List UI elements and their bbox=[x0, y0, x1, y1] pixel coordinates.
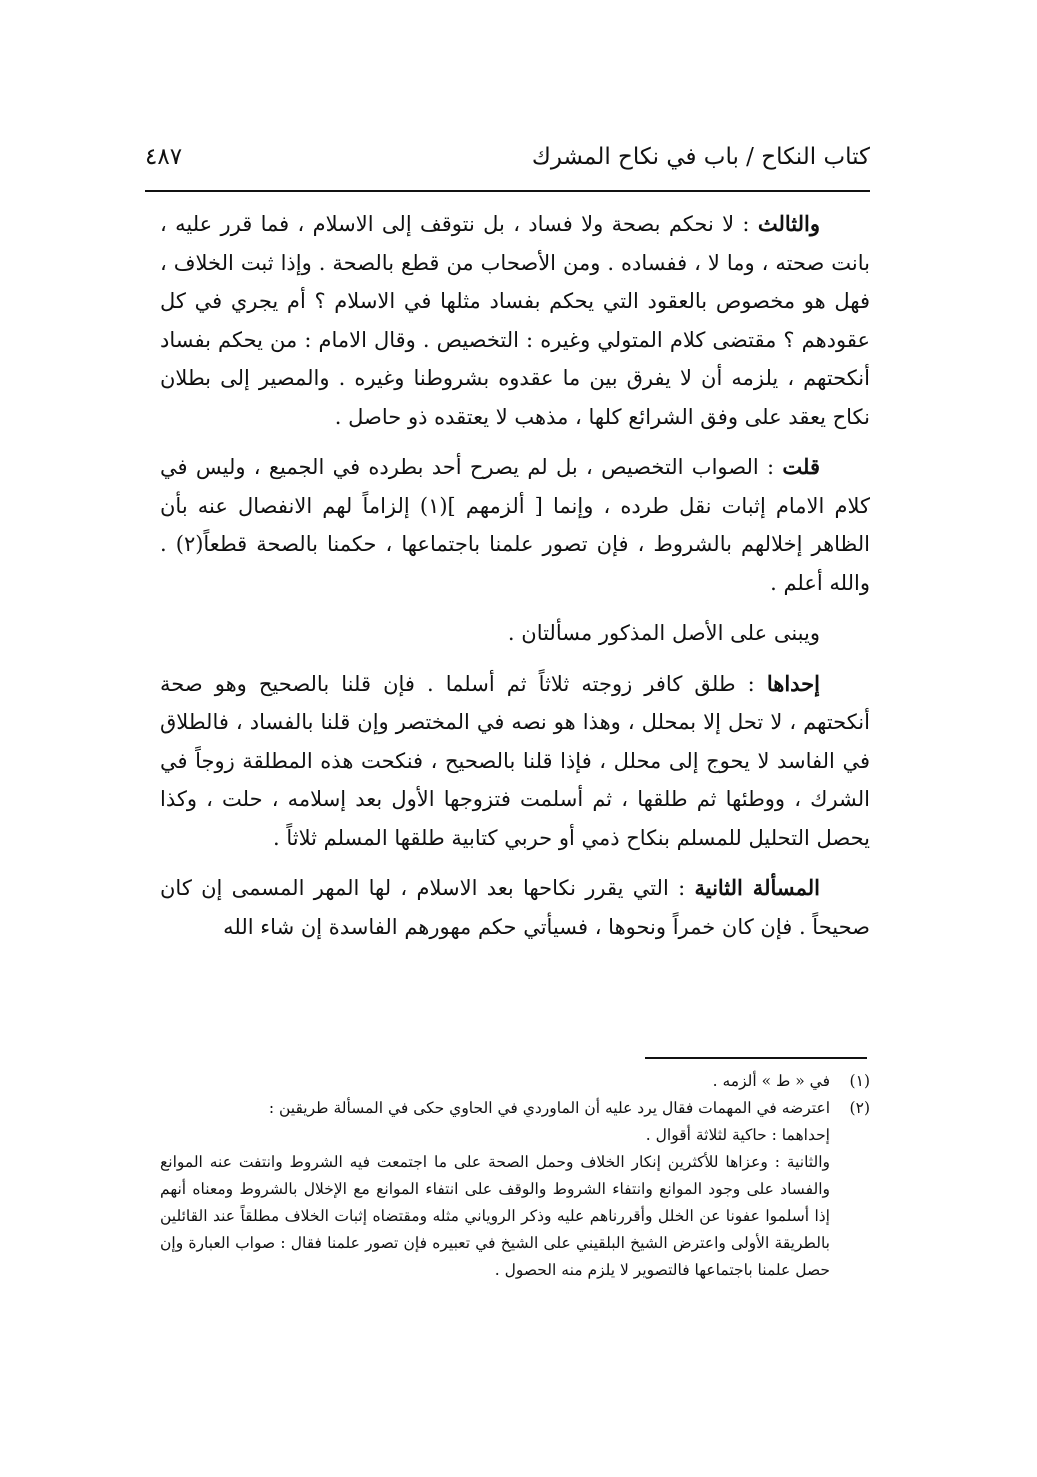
footnote-2 bbox=[160, 1095, 870, 1122]
paragraph-text: ويبنى على الأصل المذكور مسألتان . bbox=[507, 621, 820, 645]
paragraph-lead: قلت bbox=[782, 454, 820, 479]
footnotes bbox=[160, 1068, 870, 1284]
running-header bbox=[145, 138, 870, 186]
footnote-1 bbox=[160, 1068, 870, 1095]
footnote-number: (٢) bbox=[849, 1099, 870, 1117]
paragraph-lead: المسألة الثانية bbox=[694, 875, 820, 900]
paragraph-second-issue bbox=[160, 869, 870, 946]
paragraph-text: : الصواب التخصيص ، بل لم يصرح أحد بطرده في الجميع ، وليس في كلام الامام إثبات نقل طرده ، وإنما [ ألزمهم ](١) إلزاماً لهم الانفصال عنه بأن الظاهر إخلالهم بالشروط ، فإن تصور علمنا باجتماعها ، حكمنا بالصحة قطعاً(٢) . والله أعلم . bbox=[160, 455, 870, 595]
footnote-text: في « ط » ألزمه . bbox=[712, 1072, 830, 1090]
main-text bbox=[160, 205, 870, 948]
paragraph-lead: والثالث bbox=[757, 211, 820, 236]
paragraph-author-note bbox=[160, 448, 870, 602]
paragraph-first-issue bbox=[160, 665, 870, 858]
paragraph-two-issues bbox=[160, 614, 870, 653]
footnote-2-second-method: والثانية : وعزاها للأكثرين إنكار الخلاف وحمل الصحة على ما اجتمعت فيه الشروط وانتفت عنه الموانع والفساد على وجود الموانع وانتفاء الشروط والوقف على انتفاء الموانع مع الإخلال بالشروط ومعناه أنهم إذا أسلموا عفونا عن الخلل وأقررناهم عليه وذكر الروياني مثله ومقتضاه إثبات الخلاف مطلقاً عند القائلين بالطريقة الأولى واعترض الشيخ البلقيني على الشيخ في تعبيره فإن تصور علمنا فقال : صواب العبارة وإن حصل علمنا باجتماعها فالتصوير لا يلزم منه الحصول . bbox=[160, 1153, 830, 1279]
paragraph-text: : لا نحكم بصحة ولا فساد ، بل نتوقف إلى الاسلام ، فما قرر عليه ، بانت صحته ، وما لا ، ففساده . ومن الأصحاب من قطع بالصحة . وإذا ثبت الخلاف ، فهل هو مخصوص بالعقود التي يحكم بفساد مثلها في الاسلام ؟ أم يجري في كل عقودهم ؟ مقتضى كلام المتولي وغيره : التخصيص . وقال الامام : من يحكم بفساد أنكحتهم ، يلزمه أن لا يفرق بين ما عقدوه بشروطنا وغيره . والمصير إلى بطلان نكاح يعقد على وفق الشرائع كلها ، مذهب لا يعتقده ذو حاصل . bbox=[160, 212, 870, 429]
footnote-number: (١) bbox=[849, 1072, 870, 1090]
paragraph-lead: إحداها bbox=[766, 670, 820, 696]
header-divider bbox=[145, 190, 870, 192]
chapter-title: كتاب النكاح / باب في نكاح المشرك bbox=[531, 144, 870, 170]
footnote-divider bbox=[645, 1057, 867, 1059]
paragraph-text: : طلق كافر زوجته ثلاثاً ثم أسلما . فإن قلنا بالصحيح وهو صحة أنكحتهم ، لا تحل إلا بمحلل ، وهذا هو نصه في المختصر وإن قلنا بالفساد ، فالطلاق في الفاسد لا يحوج إلى محلل ، فإذا قلنا بالصحيح ، فنكحت هذه المطلقة زوجاً في الشرك ، ووطئها ثم طلقها ، ثم أسلمت فتزوجها الأول بعد إسلامه ، حلت ، وكذا يحصل التحليل للمسلم بنكاح ذمي أو حربي كتابية طلقها المسلم ثلاثاً . bbox=[160, 671, 870, 850]
page-number: ٤٨٧ bbox=[145, 144, 183, 170]
footnote-2-first-method: إحداهما : حاكية لثلاثة أقوال . bbox=[645, 1126, 830, 1144]
paragraph-text: : التي يقرر نكاحها بعد الاسلام ، لها المهر المسمى إن كان صحيحاً . فإن كان خمراً ونحوها ، فسيأتي حكم مهورهم الفاسدة إن شاء الله bbox=[160, 876, 870, 939]
footnote-text: اعترضه في المهمات فقال يرد عليه أن الماوردي في الحاوي حكى في المسألة طريقين : bbox=[268, 1099, 830, 1117]
paragraph-third-opinion bbox=[160, 205, 870, 436]
